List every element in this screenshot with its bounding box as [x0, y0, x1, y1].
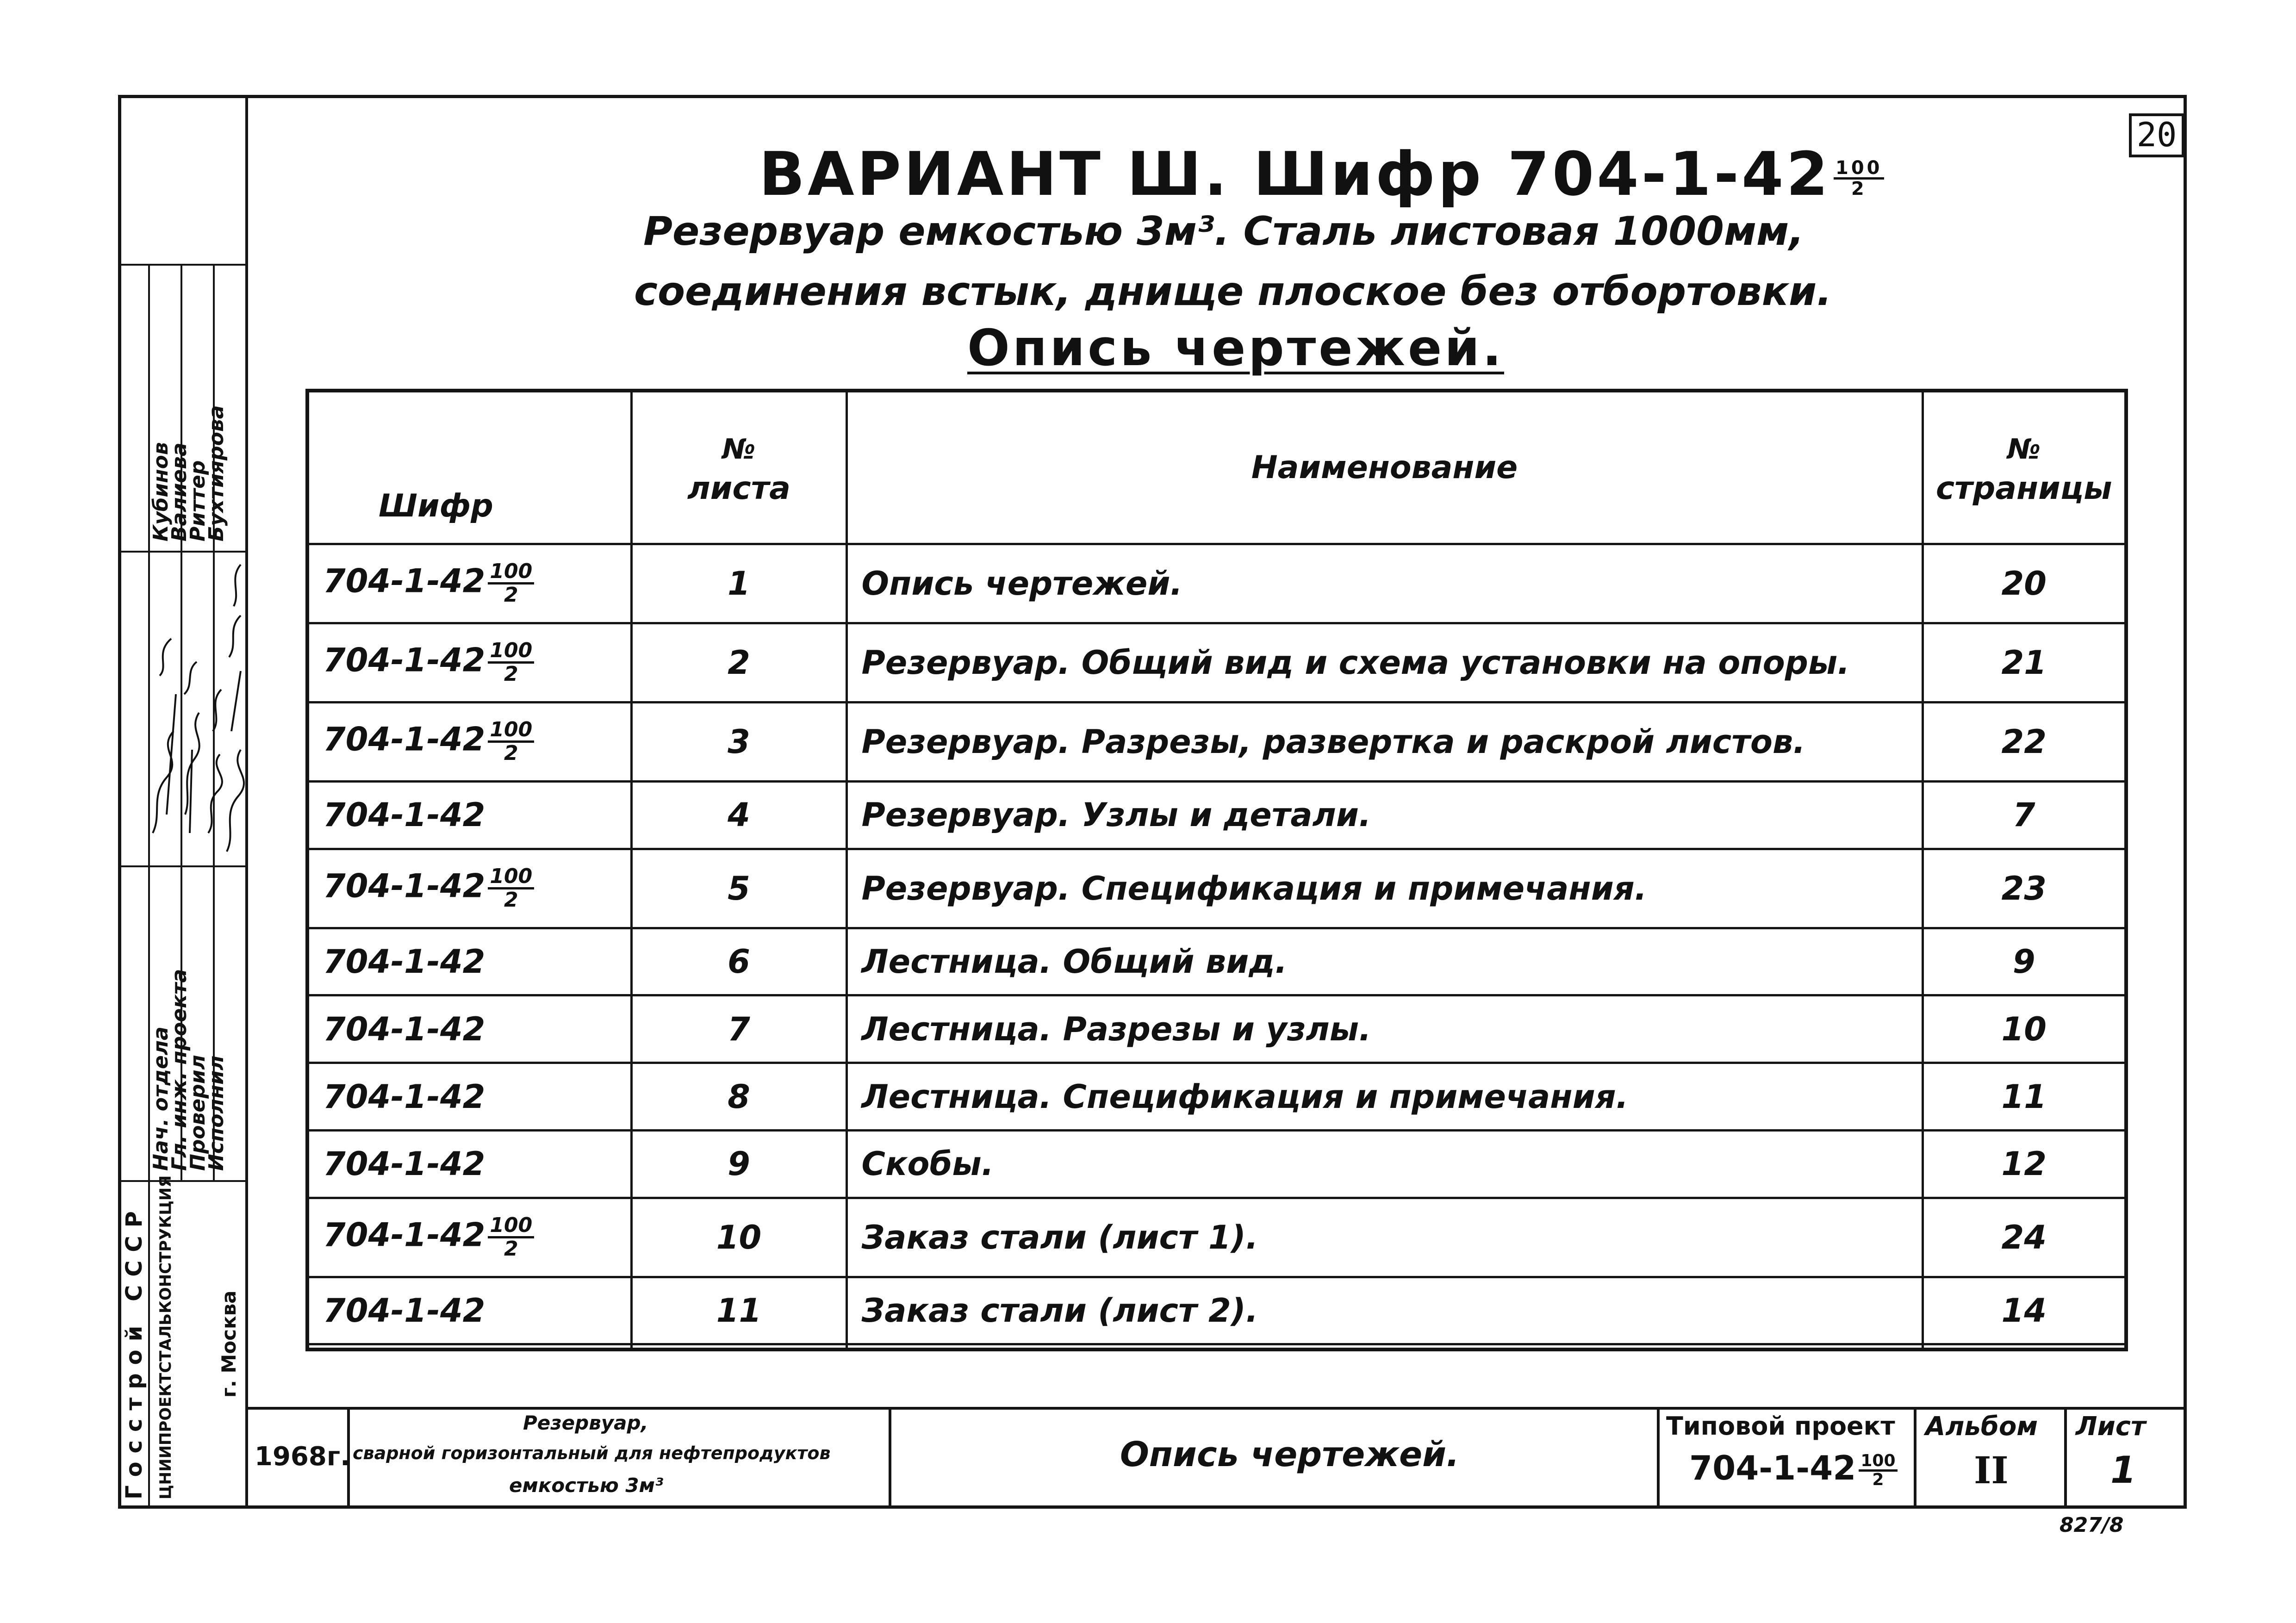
row-sheet [631, 623, 846, 702]
row-code-text: 704-1-42 [323, 1216, 485, 1254]
row-sheet [631, 1130, 846, 1198]
row-code [307, 1344, 631, 1349]
org-institute: ЦНИИПРОЕКТСТАЛЬКОНСТРУКЦИЯ [156, 1175, 175, 1499]
row-code-text: 704-1-42 [323, 1145, 485, 1183]
table-row [307, 544, 2126, 623]
row-name-text: Заказ стали (лист 2). [861, 1292, 1258, 1330]
list-title: Опись чертежей. [967, 319, 1504, 377]
row-code-frac: $\frac{100}{2}$ [488, 866, 534, 911]
tb-col-2 [889, 1407, 891, 1509]
row-sheet [631, 544, 846, 623]
header-sheet: № листа [631, 391, 846, 544]
row-code [307, 781, 631, 849]
name-kubinov: Кубинов [149, 442, 173, 541]
tb-object-line-2: сварной горизонтальный для нефтепродуктов [353, 1443, 831, 1463]
tb-col-5 [2064, 1407, 2067, 1509]
name-bukhtiyarova: Бухтиярова [205, 405, 228, 541]
row-code [307, 928, 631, 995]
row-sheet [631, 849, 846, 928]
tb-object-line-1: Резервуар, [523, 1412, 648, 1434]
table-row [307, 1198, 2126, 1277]
row-page [1923, 1277, 2126, 1344]
row-sheet-text: 6 [728, 942, 750, 981]
row-name-text: Лестница. Общий вид. [861, 942, 1288, 981]
row-code [307, 1063, 631, 1131]
header-code: Шифр [307, 391, 631, 544]
row-code-text: 704-1-42 [323, 720, 485, 759]
page-title: ВАРИАНТ Ш. Шифр 704-1-42 $\frac{100}{2}$ [759, 139, 1884, 209]
name-valieva: Валиева [168, 442, 191, 541]
row-code [307, 995, 631, 1063]
tb-col-3 [1657, 1407, 1660, 1509]
table-row [307, 1277, 2126, 1344]
row-name [846, 849, 1923, 928]
tb-album-label: Альбом [1925, 1412, 2038, 1442]
row-name [846, 1277, 1923, 1344]
left-stamp-line-2 [118, 551, 248, 553]
row-page [1923, 1063, 2126, 1131]
row-page-text: 22 [2001, 722, 2047, 761]
left-stamp-line-4 [118, 1180, 248, 1182]
left-stamp-line-3 [118, 865, 248, 867]
row-sheet-text: 5 [728, 869, 750, 908]
page-number: 20 [2129, 113, 2184, 157]
row-page [1923, 781, 2126, 849]
row-sheet [631, 781, 846, 849]
tb-year: 1968г. [255, 1442, 350, 1472]
row-name [846, 544, 1923, 623]
row-page-text: 14 [2001, 1292, 2047, 1330]
row-page-text: 23 [2001, 869, 2047, 908]
row-name [846, 995, 1923, 1063]
subtitle-line-1: Резервуар емкостью 3м³. Сталь листовая 1000мм, [643, 208, 1804, 255]
row-page-text: 21 [2001, 643, 2047, 682]
row-name [846, 702, 1923, 781]
drawings-list-table [305, 389, 2128, 1351]
row-sheet-text: 1 [728, 564, 750, 603]
row-name-text: Резервуар. Разрезы, развертка и раскрой листов. [861, 722, 1805, 761]
row-sheet [631, 1063, 846, 1131]
table-row [307, 928, 2126, 995]
row-sheet [631, 1198, 846, 1277]
table-row [307, 995, 2126, 1063]
row-name-text: Заказ стали (лист 1). [861, 1218, 1258, 1256]
signatures [148, 555, 248, 861]
row-sheet [631, 995, 846, 1063]
table-row [307, 1063, 2126, 1131]
row-code-frac: $\frac{100}{2}$ [488, 640, 534, 685]
row-name-text: Резервуар. Узлы и детали. [861, 796, 1371, 834]
tb-object-line-3: емкостью 3м³ [509, 1474, 664, 1497]
row-code-frac: $\frac{100}{2}$ [488, 719, 534, 764]
tb-album-value: II [1974, 1449, 2009, 1492]
row-code [307, 1198, 631, 1277]
row-page-text: 24 [2001, 1218, 2047, 1256]
row-name [846, 1063, 1923, 1131]
header-name: Наименование [846, 391, 1923, 544]
tb-doc-name: Опись чертежей. [1120, 1435, 1460, 1474]
org-gosstroy: Госстрой СССР [121, 1203, 147, 1499]
row-code-text: 704-1-42 [323, 562, 485, 601]
row-sheet-text: 10 [716, 1218, 762, 1256]
row-code-text: 704-1-42 [323, 1077, 485, 1116]
tb-sheet-label: Лист [2076, 1412, 2146, 1442]
row-page [1923, 1198, 2126, 1277]
row-page-text: 12 [2001, 1145, 2047, 1183]
row-sheet-text: 8 [728, 1077, 750, 1116]
row-name-text: Резервуар. Общий вид и схема установки на опоры. [861, 643, 1850, 682]
row-name-text: Скобы. [861, 1145, 994, 1183]
row-name [846, 781, 1923, 849]
row-code [307, 623, 631, 702]
row-sheet [631, 1277, 846, 1344]
row-sheet-text: 4 [728, 796, 750, 834]
row-sheet-text: 11 [716, 1292, 762, 1330]
row-code-text: 704-1-42 [323, 1010, 485, 1048]
tb-project-label: Типовой проект [1666, 1412, 1895, 1441]
row-page [1923, 544, 2126, 623]
row-page [1923, 849, 2126, 928]
row-code-text: 704-1-42 [323, 641, 485, 679]
row-code [307, 702, 631, 781]
row-page-text: 20 [2001, 564, 2047, 603]
row-page [1923, 623, 2126, 702]
table-row-empty [307, 1344, 2126, 1349]
row-code-text: 704-1-42 [323, 942, 485, 981]
row-name [846, 623, 1923, 702]
row-sheet [631, 702, 846, 781]
row-page [1923, 702, 2126, 781]
row-page [1923, 1130, 2126, 1198]
table-row [307, 623, 2126, 702]
subtitle-line-2: соединения встык, днище плоское без отбортовки. [634, 268, 1832, 315]
row-name-text: Опись чертежей. [861, 564, 1183, 603]
row-code-text: 704-1-42 [323, 1292, 485, 1330]
table-row [307, 849, 2126, 928]
row-sheet-text: 9 [728, 1145, 750, 1183]
row-sheet-text: 2 [728, 643, 750, 682]
row-page [1923, 995, 2126, 1063]
title-block-top [245, 1407, 2187, 1410]
role-chief-engineer: Гл. инж. проекта [168, 969, 191, 1171]
row-code-text: 704-1-42 [323, 867, 485, 905]
row-name-text: Лестница. Спецификация и примечания. [861, 1077, 1629, 1116]
role-checked: Проверил [186, 1055, 210, 1171]
row-sheet [631, 1344, 846, 1349]
table-row [307, 702, 2126, 781]
row-code [307, 849, 631, 928]
row-code-frac: $\frac{100}{2}$ [488, 561, 534, 606]
name-ritter: Риттер [186, 460, 210, 541]
org-city: г. Москва [218, 1290, 240, 1398]
row-code-frac: $\frac{100}{2}$ [488, 1215, 534, 1260]
tb-project-code: 704-1-42 $\frac{100}{2}$ [1689, 1449, 1898, 1488]
row-sheet-text: 3 [728, 722, 750, 761]
row-name [846, 928, 1923, 995]
row-name-text: Лестница. Разрезы и узлы. [861, 1010, 1371, 1048]
row-page-text: 11 [2001, 1077, 2047, 1116]
tb-col-4 [1914, 1407, 1916, 1509]
row-page [1923, 928, 2126, 995]
row-sheet [631, 928, 846, 995]
tb-sheet-value: 1 [2110, 1449, 2136, 1492]
role-executed: Исполнил [205, 1055, 228, 1171]
row-page-text: 10 [2001, 1010, 2047, 1048]
row-sheet-text: 7 [728, 1010, 750, 1048]
row-page-text: 7 [2012, 796, 2035, 834]
row-code-text: 704-1-42 [323, 796, 485, 834]
row-code [307, 544, 631, 623]
left-stamp-line-1 [118, 264, 248, 266]
footer-code: 827/8 [2060, 1513, 2124, 1537]
role-head-dept: Нач. отдела [149, 1026, 173, 1171]
table-row [307, 781, 2126, 849]
header-page: № страницы [1923, 391, 2126, 544]
row-name-text: Резервуар. Спецификация и примечания. [861, 869, 1647, 908]
row-code [307, 1130, 631, 1198]
row-page-text: 9 [2012, 942, 2035, 981]
table-header-row [307, 391, 2126, 544]
row-name [846, 1130, 1923, 1198]
row-page [1923, 1344, 2126, 1349]
row-name [846, 1198, 1923, 1277]
table-row [307, 1130, 2126, 1198]
row-code [307, 1277, 631, 1344]
row-name [846, 1344, 1923, 1349]
